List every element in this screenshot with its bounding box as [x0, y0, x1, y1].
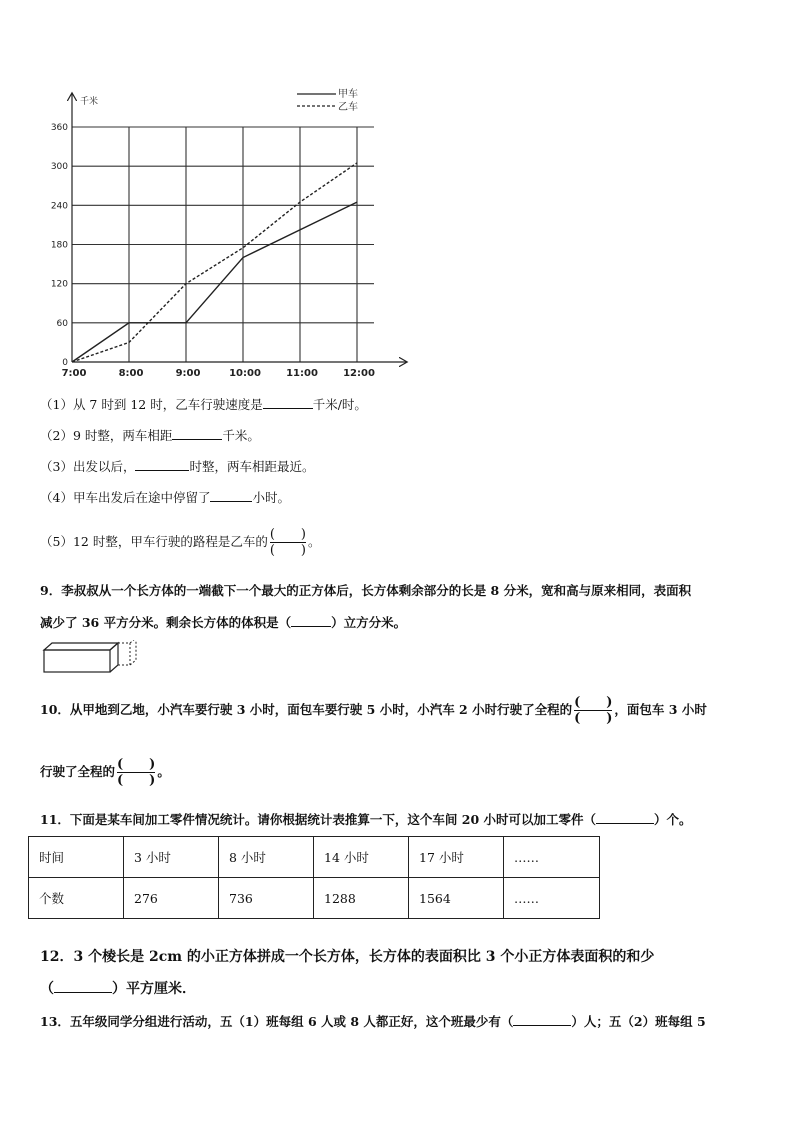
answer-blank-9[interactable]	[291, 614, 331, 627]
question-10-text-2: 行驶了全程的	[40, 764, 116, 779]
question-10-text: 10．从甲地到乙地，小汽车要行驶 3 小时，面包车要行驶 5 小时，小汽车 2 小时行驶了全程的	[40, 702, 573, 717]
question-11-prompt: 11．下面是某车间加工零件情况统计。请你根据统计表推算一下，这个车间 20 小时可以加工零件（	[40, 812, 596, 827]
answer-blank-4[interactable]	[210, 489, 252, 502]
y-axis-label: 千米	[80, 97, 99, 107]
sub-question-4-text: （4）甲车出发后在途中停留了	[40, 490, 211, 505]
question-12-line1: 12．3 个棱长是 2cm 的小正方体拼成一个长方体，长方体的表面积比 3 个小正方体表面积的和少	[40, 949, 655, 965]
fraction-numerator: ( )	[117, 757, 156, 772]
legend	[297, 88, 358, 113]
fraction-numerator: ( )	[574, 695, 613, 710]
table-cell: 8 小时	[219, 837, 314, 878]
table-cell: 个数	[29, 878, 124, 919]
travel-chart	[0, 0, 794, 390]
cuboid-figure	[40, 640, 140, 676]
question-12-line2	[40, 980, 196, 997]
question-10-line2	[40, 750, 170, 794]
x-tick-label: 12:00	[343, 368, 375, 379]
question-13-cont: ）人；五（2）班每组 5	[571, 1014, 706, 1029]
y-tick-label: 180	[50, 240, 68, 251]
x-tick-label: 8:00	[118, 368, 144, 379]
table-cell: 3 小时	[124, 837, 219, 878]
table-cell: ……	[504, 837, 600, 878]
fraction-denominator: ( )	[574, 711, 613, 726]
x-tick-label: 9:00	[175, 368, 201, 379]
question-11-text	[40, 811, 692, 828]
y-tick-label: 240	[50, 201, 68, 212]
answer-blank-11[interactable]	[596, 811, 654, 824]
x-tick-label: 10:00	[229, 368, 261, 379]
series-line-jia	[72, 202, 357, 362]
table-cell: ……	[504, 878, 600, 919]
table-cell: 时间	[29, 837, 124, 878]
table-cell: 276	[124, 878, 219, 919]
x-tick-label: 11:00	[286, 368, 318, 379]
sub-question-3-text: （3）出发以后，	[40, 459, 136, 474]
table-cell: 1288	[314, 878, 409, 919]
question-10-text-cont: ，面包车 3 小时	[614, 702, 707, 717]
answer-blank-2[interactable]	[172, 427, 222, 440]
question-13-prompt: 13．五年级同学分组进行活动，五（1）班每组 6 人或 8 人都正好，这个班最少有（	[40, 1014, 514, 1029]
y-tick-label: 300	[50, 162, 68, 173]
sub-question-5-end: 。	[308, 534, 321, 549]
table-cell: 14 小时	[314, 837, 409, 878]
sub-question-5-text: （5）12 时整，甲车行驶的路程是乙车的	[40, 534, 268, 549]
table-cell: 17 小时	[409, 837, 504, 878]
question-12-open: （	[40, 981, 54, 997]
table-cell: 736	[219, 878, 314, 919]
answer-blank-13[interactable]	[513, 1013, 571, 1026]
question-10-end: 。	[157, 764, 170, 779]
question-11-unit: ）个。	[654, 812, 692, 827]
sub-question-1	[40, 396, 367, 413]
fraction-blank-5[interactable]	[270, 527, 306, 558]
table-row	[29, 837, 600, 878]
fraction-denominator: ( )	[269, 543, 306, 558]
question-9-line2	[40, 614, 406, 631]
x-tick-label: 7:00	[61, 368, 87, 379]
question-10-line1	[40, 688, 707, 732]
sub-question-3	[40, 458, 314, 475]
table-row	[29, 878, 600, 919]
fraction-denominator: ( )	[117, 773, 156, 788]
sub-question-3-unit: 时整，两车相距最近。	[189, 459, 315, 474]
answer-blank-3[interactable]	[135, 458, 189, 471]
sub-question-4	[40, 489, 290, 506]
fraction-numerator: ( )	[269, 527, 306, 542]
legend-label-yi: 乙车	[338, 102, 358, 113]
fraction-blank-10a[interactable]	[574, 695, 612, 726]
sub-question-2	[40, 427, 260, 444]
sub-question-2-text: （2）9 时整，两车相距	[40, 428, 173, 443]
statistics-table	[28, 836, 600, 919]
answer-blank-1[interactable]	[263, 396, 313, 409]
table-cell: 1564	[409, 878, 504, 919]
y-tick-label: 60	[56, 318, 68, 329]
question-13-text	[40, 1013, 706, 1030]
question-9-unit: ）立方分米。	[331, 615, 407, 630]
sub-question-4-unit: 小时。	[252, 490, 290, 505]
sub-question-2-unit: 千米。	[222, 428, 260, 443]
question-9-text: 减少了 36 平方分米。剩余长方体的体积是（	[40, 615, 292, 630]
sub-question-1-text: （1）从 7 时到 12 时，乙车行驶速度是	[40, 397, 263, 412]
sub-question-1-unit: 千米/时。	[312, 397, 367, 412]
question-9-line1: 9．李叔叔从一个长方体的一端截下一个最大的正方体后，长方体剩余部分的长是 8 分米，宽和高与原来相同，表面积	[40, 583, 692, 598]
fraction-blank-10b[interactable]	[117, 757, 155, 788]
sub-question-5	[40, 520, 321, 564]
y-tick-label: 0	[62, 358, 68, 368]
y-tick-label: 120	[50, 279, 68, 290]
answer-blank-12[interactable]	[54, 980, 112, 993]
y-tick-label: 360	[50, 123, 68, 133]
question-12-unit: ）平方厘米．	[112, 981, 196, 997]
legend-label-jia: 甲车	[338, 89, 358, 100]
